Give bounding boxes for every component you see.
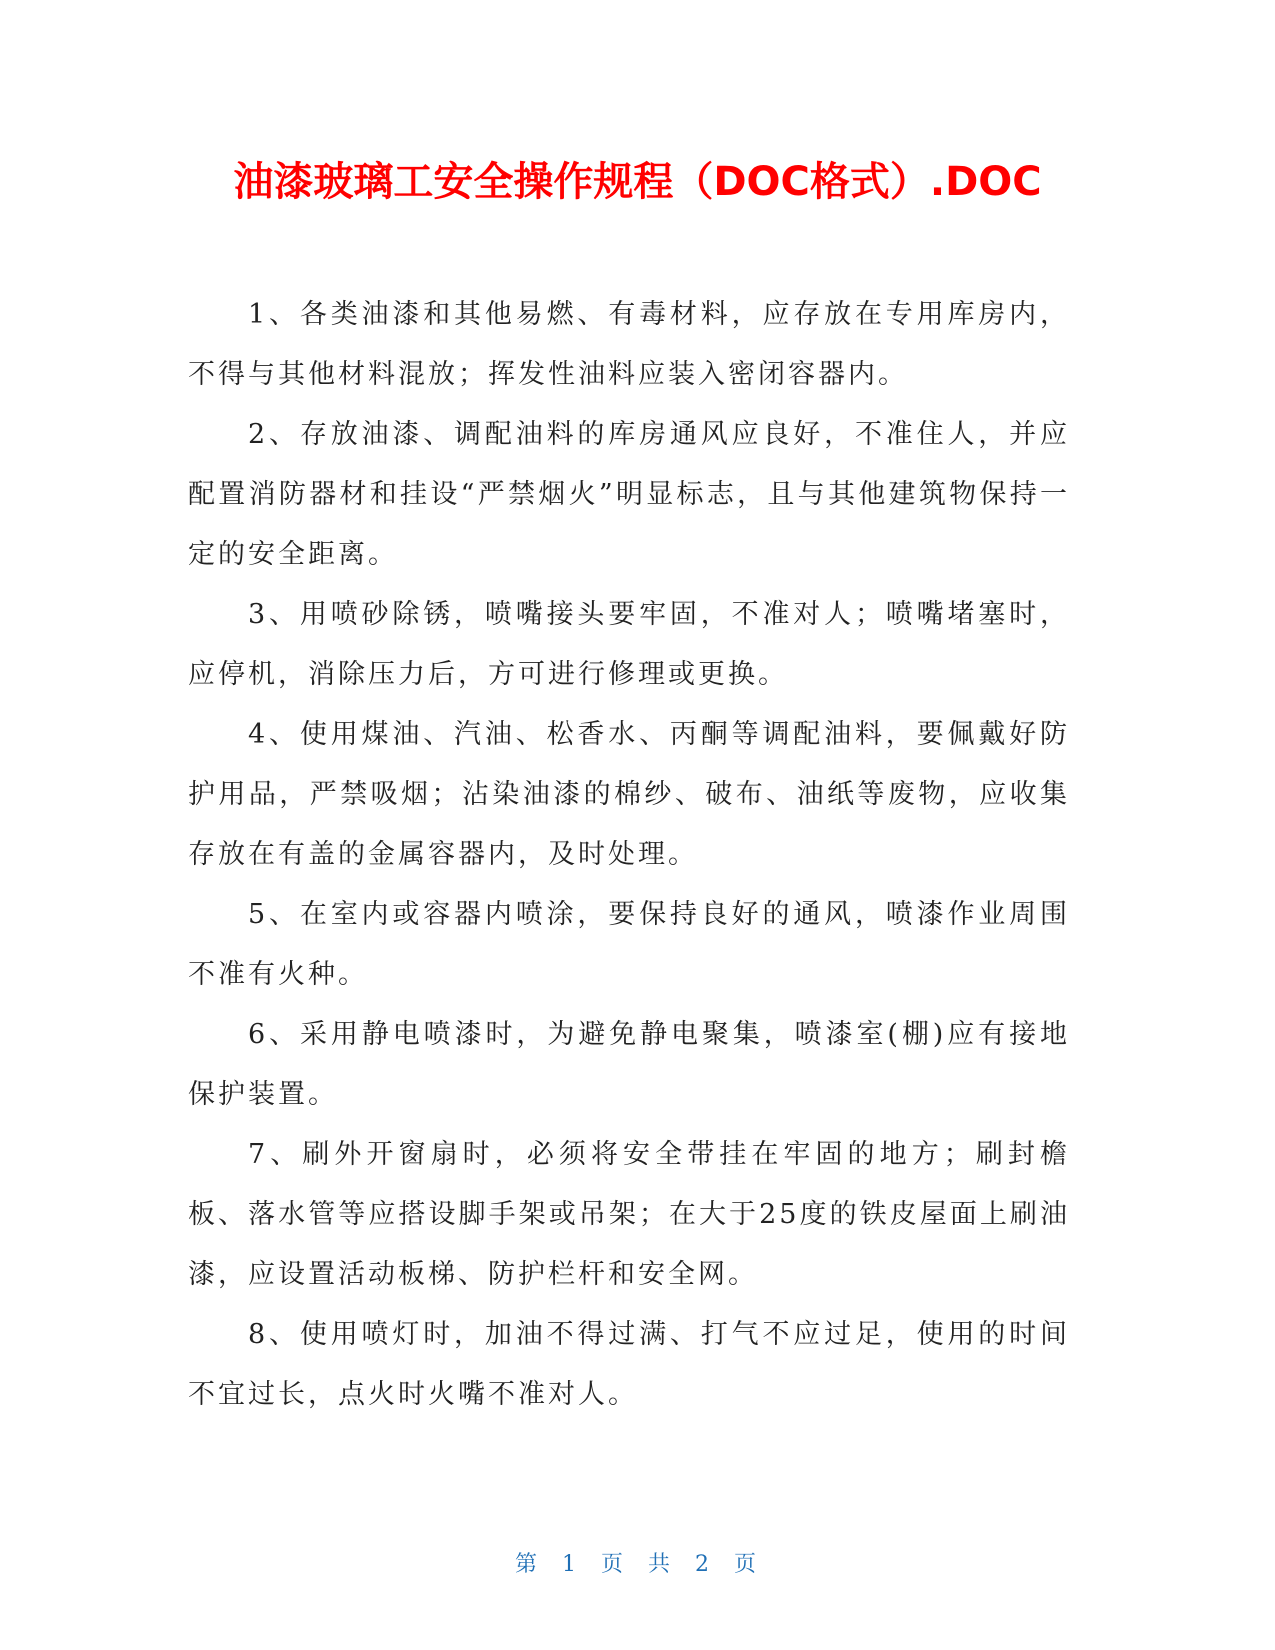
footer-prefix: 第 — [514, 1552, 541, 1577]
paragraph-3: 3、用喷砂除锈，喷嘴接头要牢固，不准对人；喷嘴堵塞时，应停机，消除压力后，方可进行修理或更换。 — [188, 599, 1070, 690]
paragraph-4: 4、使用煤油、汽油、松香水、丙酮等调配油料，要佩戴好防护用品，严禁吸烟；沾染油漆的棉纱、破布、油纸等废物，应收集存放在有盖的金属容器内，及时处理。 — [188, 719, 1070, 870]
document-title: 油漆玻璃工安全操作规程（DOC格式）.DOC — [233, 159, 1042, 205]
footer-current-page: 1 — [561, 1552, 580, 1577]
paragraph-8: 8、使用喷灯时，加油不得过满、打气不应过足，使用的时间不宜过长，点火时火嘴不准对人。 — [188, 1319, 1070, 1410]
footer-suffix: 页 — [734, 1552, 761, 1577]
paragraph-7: 7、刷外开窗扇时，必须将安全带挂在牢固的地方；刷封檐板、落水管等应搭设脚手架或吊架；在大于25度的铁皮屋面上刷油漆，应设置活动板梯、防护栏杆和安全网。 — [188, 1139, 1070, 1290]
paragraph-6: 6、采用静电喷漆时，为避免静电聚集，喷漆室(棚)应有接地保护装置。 — [188, 1019, 1070, 1110]
paragraph-5: 5、在室内或容器内喷涂，要保持良好的通风，喷漆作业周围不准有火种。 — [188, 899, 1070, 990]
footer-total-word: 共 — [648, 1552, 675, 1577]
document-body — [188, 285, 1070, 1425]
page-number-footer — [0, 1550, 1275, 1580]
footer-total-pages: 2 — [695, 1552, 714, 1577]
paragraph-2: 2、存放油漆、调配油料的库房通风应良好，不准住人，并应配置消防器材和挂设“严禁烟火”明显标志，且与其他建筑物保持一定的安全距离。 — [188, 419, 1070, 570]
paragraph-1: 1、各类油漆和其他易燃、有毒材料，应存放在专用库房内，不得与其他材料混放；挥发性油料应装入密闭容器内。 — [188, 299, 1070, 390]
footer-page-word: 页 — [600, 1552, 627, 1577]
